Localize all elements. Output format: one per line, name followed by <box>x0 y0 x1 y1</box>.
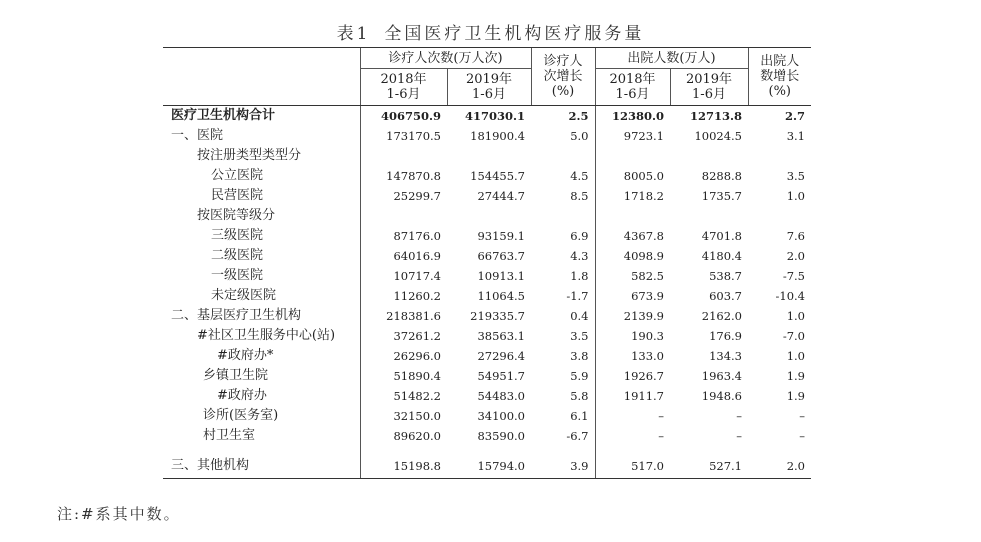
visits-2018-cell: 87176.0 <box>360 226 447 246</box>
discharge-2018-cell: 1911.7 <box>595 386 670 406</box>
table-row <box>163 306 811 326</box>
visits-growth-line3: (%) <box>551 84 575 99</box>
discharge-growth-line1: 出院人 <box>760 54 800 69</box>
row-label: 一、医院 <box>171 128 224 143</box>
visits-growth-cell: 3.8 <box>570 349 589 363</box>
discharge-growth-cell: -10.4 <box>775 289 805 303</box>
table-body <box>163 106 811 479</box>
row-label: 公立医院 <box>211 168 264 183</box>
visits-2019-cell: 181900.4 <box>470 129 525 143</box>
visits-2019-cell: 10913.1 <box>477 269 525 283</box>
discharge-2019-cell: 527.1 <box>670 454 748 479</box>
visits-growth-cell: 0.4 <box>570 309 589 323</box>
table-row <box>163 346 811 366</box>
discharge-growth-cell: 1.9 <box>786 369 805 383</box>
row-label: 一级医院 <box>211 268 264 283</box>
discharge-growth-cell <box>748 206 811 226</box>
discharge-2018-cell: – <box>595 426 670 446</box>
discharge-growth-line2: 数增长 <box>760 69 800 84</box>
visits-2018-period: 1-6月 <box>386 87 421 102</box>
discharge-2018-cell: 190.3 <box>595 326 670 346</box>
discharge-growth-cell: 7.6 <box>786 229 805 243</box>
visits-2018-header <box>360 69 447 106</box>
row-label: 二级医院 <box>211 248 264 263</box>
discharge-growth-cell: 2.0 <box>786 249 805 263</box>
visits-growth-cell: 4.3 <box>570 249 589 263</box>
visits-2019-cell: 219335.7 <box>470 309 525 323</box>
visits-2019-cell: 66763.7 <box>477 249 525 263</box>
discharge-2019-cell <box>670 206 748 226</box>
discharge-2018-cell: – <box>595 406 670 426</box>
visits-growth-header <box>531 48 595 106</box>
medical-services-table <box>163 47 811 479</box>
table-row <box>163 326 811 346</box>
visits-2018-cell: 89620.0 <box>360 426 447 446</box>
discharge-growth-cell: -7.5 <box>782 269 805 283</box>
spacer-row <box>163 446 811 454</box>
visits-2019-cell: 154455.7 <box>470 169 525 183</box>
discharge-2018-cell <box>595 146 670 166</box>
table-row <box>163 454 811 479</box>
table-row <box>163 166 811 186</box>
discharge-growth-cell: 3.5 <box>786 169 805 183</box>
row-label: #政府办 <box>217 388 267 403</box>
visits-2018-cell <box>360 206 447 226</box>
discharge-2019-period: 1-6月 <box>692 87 726 102</box>
visits-2019-cell <box>447 146 531 166</box>
discharge-growth-cell: – <box>799 429 805 443</box>
row-label: 三、其他机构 <box>163 454 360 479</box>
visits-2018-cell: 15198.8 <box>360 454 447 479</box>
visits-2019-cell: 54483.0 <box>477 389 525 403</box>
visits-growth-cell: 5.8 <box>570 389 589 403</box>
visits-growth-cell: 6.9 <box>570 229 589 243</box>
table-row <box>163 106 811 127</box>
visits-2018-cell: 37261.2 <box>360 326 447 346</box>
table-title <box>0 19 981 44</box>
discharge-growth-cell: 1.0 <box>786 349 805 363</box>
discharge-group-header: 出院人数(万人) <box>595 48 748 69</box>
visits-growth-cell: 8.5 <box>570 189 589 203</box>
discharge-2018-period: 1-6月 <box>615 87 650 102</box>
discharge-2018-cell: 12380.0 <box>595 106 670 127</box>
visits-growth-line1: 诊疗人 <box>543 54 583 69</box>
row-label: 未定级医院 <box>211 288 277 303</box>
table-row <box>163 426 811 446</box>
discharge-2019-header <box>670 69 748 106</box>
discharge-2018-cell: 1926.7 <box>595 366 670 386</box>
table-row <box>163 126 811 146</box>
visits-2018-cell <box>360 146 447 166</box>
discharge-2018-cell: 4367.8 <box>595 226 670 246</box>
visits-2018-cell: 26296.0 <box>360 346 447 366</box>
visits-2019-cell: 27296.4 <box>477 349 525 363</box>
visits-2019-year: 2019年 <box>465 72 513 87</box>
discharge-growth-cell: 3.1 <box>786 129 805 143</box>
table-row <box>163 146 811 166</box>
row-label: 按注册类型类型分 <box>197 148 302 163</box>
visits-growth-cell: -1.7 <box>566 289 589 303</box>
discharge-growth-cell: 1.0 <box>786 309 805 323</box>
visits-2018-cell: 10717.4 <box>360 266 447 286</box>
visits-growth-cell: 3.9 <box>531 454 595 479</box>
row-label: #政府办* <box>217 348 274 363</box>
row-label-header <box>163 48 360 106</box>
visits-group-header: 诊疗人次数(万人次) <box>360 48 531 69</box>
row-label: 医疗卫生机构合计 <box>171 108 276 123</box>
visits-2018-cell: 25299.7 <box>360 186 447 206</box>
discharge-2018-cell <box>595 206 670 226</box>
discharge-2018-cell: 9723.1 <box>595 126 670 146</box>
table-row <box>163 386 811 406</box>
row-label: 诊所(医务室) <box>203 408 279 423</box>
discharge-2019-cell: – <box>736 429 742 443</box>
discharge-2018-cell: 1718.2 <box>595 186 670 206</box>
discharge-2019-cell: 1735.7 <box>701 189 742 203</box>
discharge-growth-cell: 2.7 <box>784 109 805 123</box>
discharge-2019-cell: 4701.8 <box>701 229 742 243</box>
visits-growth-cell: 3.5 <box>570 329 589 343</box>
discharge-growth-cell <box>748 146 811 166</box>
discharge-2019-cell: 12713.8 <box>689 109 742 123</box>
discharge-growth-cell: -7.0 <box>782 329 805 343</box>
visits-2019-cell: 11064.5 <box>477 289 525 303</box>
visits-2018-year: 2018年 <box>380 72 427 87</box>
table-row <box>163 266 811 286</box>
discharge-growth-header <box>748 48 811 106</box>
row-label: 村卫生室 <box>203 428 256 443</box>
visits-2019-cell: 93159.1 <box>477 229 525 243</box>
discharge-2019-cell <box>670 146 748 166</box>
row-label: 民营医院 <box>211 188 264 203</box>
discharge-2019-cell: 10024.5 <box>694 129 742 143</box>
visits-2018-cell: 51482.2 <box>360 386 447 406</box>
discharge-2019-cell: 1963.4 <box>701 369 742 383</box>
visits-2019-cell: 15794.0 <box>447 454 531 479</box>
visits-2019-period: 1-6月 <box>472 87 506 102</box>
visits-2019-cell: 83590.0 <box>477 429 525 443</box>
visits-2019-cell: 38563.1 <box>477 329 525 343</box>
visits-growth-line2: 次增长 <box>543 69 583 84</box>
discharge-growth-cell: 2.0 <box>748 454 811 479</box>
discharge-growth-cell: – <box>799 409 805 423</box>
discharge-2018-cell: 8005.0 <box>595 166 670 186</box>
discharge-2019-cell: 134.3 <box>709 349 742 363</box>
table-title-text: 全国医疗卫生机构医疗服务量 <box>384 24 645 44</box>
visits-2018-cell: 51890.4 <box>360 366 447 386</box>
discharge-2018-header <box>595 69 670 106</box>
visits-2018-cell: 406750.9 <box>360 106 447 127</box>
visits-2018-cell: 32150.0 <box>360 406 447 426</box>
table-row <box>163 406 811 426</box>
table-row <box>163 246 811 266</box>
table-row <box>163 286 811 306</box>
row-label: 三级医院 <box>211 228 264 243</box>
discharge-2019-cell: 4180.4 <box>701 249 742 263</box>
discharge-2018-cell: 2139.9 <box>595 306 670 326</box>
discharge-2019-cell: 538.7 <box>709 269 742 283</box>
discharge-2019-cell: 8288.8 <box>701 169 742 183</box>
visits-2018-cell: 147870.8 <box>360 166 447 186</box>
table-row <box>163 366 811 386</box>
visits-2019-cell: 34100.0 <box>477 409 525 423</box>
discharge-2018-cell: 133.0 <box>595 346 670 366</box>
discharge-2018-cell: 4098.9 <box>595 246 670 266</box>
discharge-2019-cell: 1948.6 <box>701 389 742 403</box>
table-row <box>163 206 811 226</box>
row-label: 二、基层医疗卫生机构 <box>171 308 302 323</box>
visits-growth-cell: 5.0 <box>570 129 589 143</box>
row-label: 按医院等级分 <box>197 208 276 223</box>
discharge-2019-year: 2019年 <box>685 72 733 87</box>
row-label: 乡镇卫生院 <box>203 368 269 383</box>
discharge-growth-line3: (%) <box>768 84 791 99</box>
table-number: 表1 <box>336 24 371 44</box>
discharge-2018-cell: 673.9 <box>595 286 670 306</box>
discharge-2019-cell: 176.9 <box>709 329 742 343</box>
visits-growth-cell <box>531 206 595 226</box>
table-row <box>163 186 811 206</box>
visits-2018-cell: 11260.2 <box>360 286 447 306</box>
discharge-growth-cell: 1.9 <box>786 389 805 403</box>
visits-2018-cell: 173170.5 <box>360 126 447 146</box>
visits-growth-cell: 4.5 <box>570 169 589 183</box>
table-row <box>163 226 811 246</box>
visits-growth-cell: -6.7 <box>566 429 589 443</box>
visits-2019-cell: 417030.1 <box>464 109 525 123</box>
visits-2019-cell <box>447 206 531 226</box>
visits-growth-cell: 6.1 <box>570 409 589 423</box>
visits-growth-cell: 5.9 <box>570 369 589 383</box>
discharge-2018-year: 2018年 <box>609 72 656 87</box>
visits-2018-cell: 64016.9 <box>360 246 447 266</box>
discharge-2019-cell: 603.7 <box>709 289 742 303</box>
visits-2018-cell: 218381.6 <box>360 306 447 326</box>
discharge-2019-cell: 2162.0 <box>701 309 742 323</box>
visits-2019-header <box>447 69 531 106</box>
discharge-growth-cell: 1.0 <box>786 189 805 203</box>
footnote: 注:#系其中数。 <box>57 505 181 523</box>
visits-2019-cell: 54951.7 <box>477 369 525 383</box>
row-label: #社区卫生服务中心(站) <box>197 328 336 343</box>
discharge-2018-cell: 582.5 <box>595 266 670 286</box>
visits-growth-cell: 1.8 <box>570 269 589 283</box>
visits-growth-cell <box>531 146 595 166</box>
discharge-2019-cell: – <box>736 409 742 423</box>
visits-growth-cell: 2.5 <box>568 109 589 123</box>
discharge-2018-cell: 517.0 <box>595 454 670 479</box>
visits-2019-cell: 27444.7 <box>477 189 525 203</box>
